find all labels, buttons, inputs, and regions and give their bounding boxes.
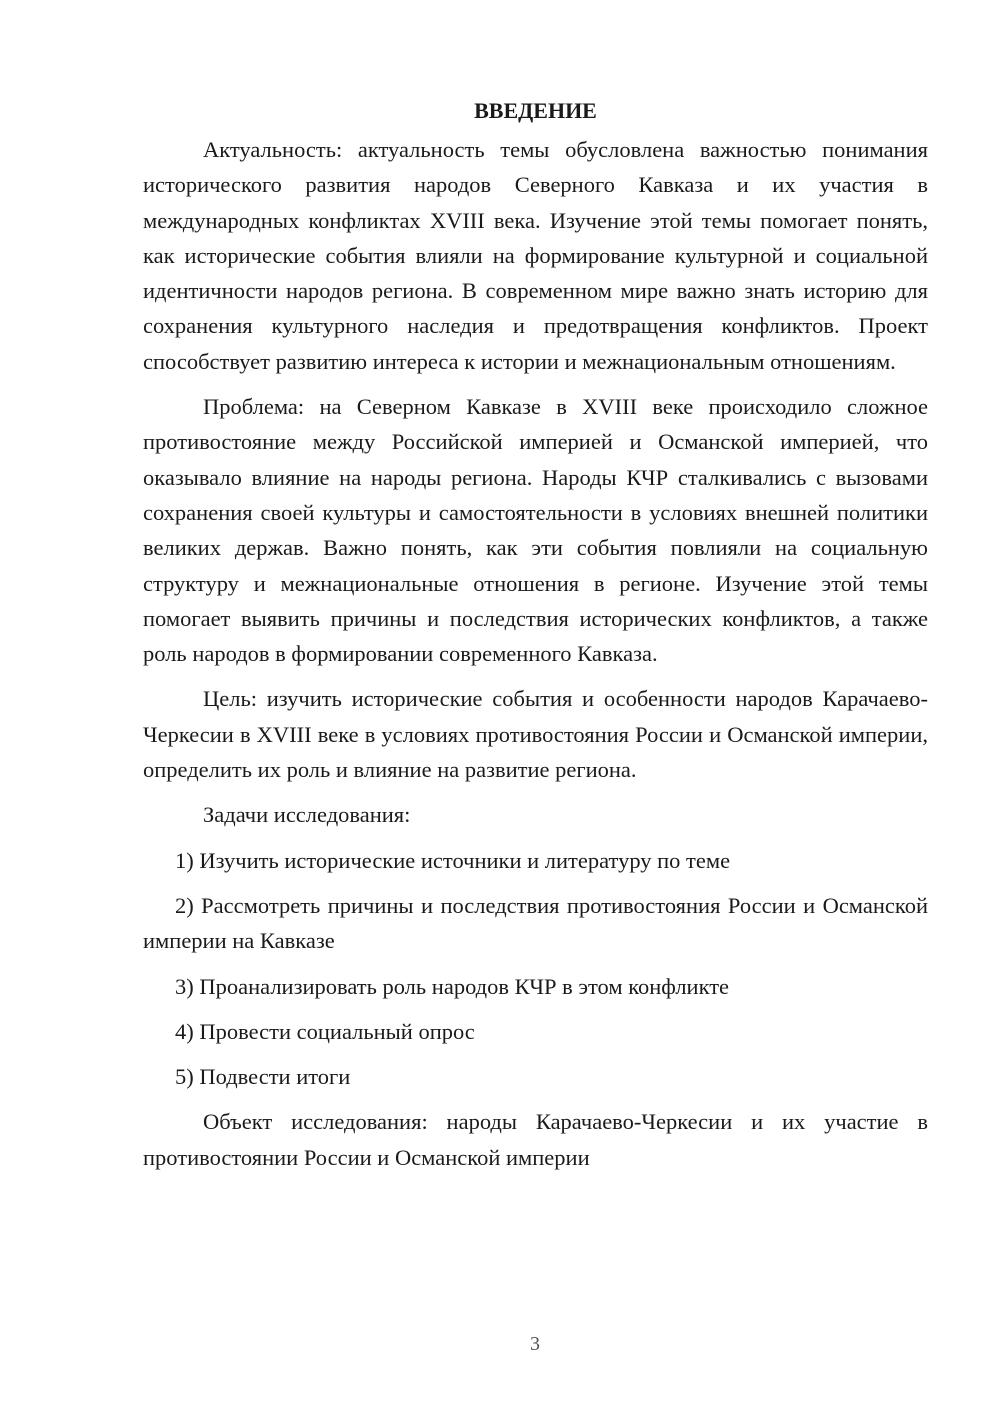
tasks-title: Задачи исследования: — [203, 802, 411, 828]
document-page — [143, 96, 928, 1185]
task-item: 4) Провести социальный опрос — [175, 1018, 475, 1044]
task-item: 3) Проанализировать роль народов КЧР в этом конфликте — [175, 973, 730, 999]
task-item: 1) Изучить исторические источники и литературу по теме — [175, 847, 731, 873]
goal-paragraph: Цель: изучить исторические события и особенности народов Карачаево-Черкесии в XVIII веке в условиях противостояния России и Османской империи, определить их роль и влияние на развитие региона. — [143, 686, 928, 783]
object-paragraph: Объект исследования: народы Карачаево-Черкесии и их участие в противостоянии России и Османской империи — [143, 1109, 928, 1170]
relevance-paragraph: Актуальность: актуальность темы обусловлена важностью понимания исторического развития народов Северного Кавказа и их участия в международных конфликтах XVIII века. Изучение этой темы помогает понять, как исторические события влияли на формирование культурной и социальной идентичности народов региона. В современном мире важно знать историю для сохранения культурного наследия и предотвращения конфликтов. Проект способствует развитию интереса к истории и межнациональным отношениям. — [143, 137, 928, 374]
page-number: 3 — [530, 1333, 540, 1355]
page-heading: ВВЕДЕНИЕ — [474, 98, 597, 123]
task-item: 2) Рассмотреть причины и последствия противостояния России и Османской империи на Кавказе — [143, 892, 928, 954]
tasks-list — [143, 843, 928, 1095]
task-item: 5) Подвести итоги — [175, 1064, 351, 1090]
problem-paragraph: Проблема: на Северном Кавказе в XVIII веке происходило сложное противостояние между Российской империей и Османской империей, что оказывало влияние на народы региона. Народы КЧР сталкивались с вызовами сохранения своей культуры и самостоятельности в условиях внешней политики великих держав. Важно понять, как эти события повлияли на социальную структуру и межнациональные отношения в регионе. Изучение этой темы помогает выявить причины и последствия исторических конфликтов, а также роль народов в формировании современного Кавказа. — [143, 394, 928, 667]
